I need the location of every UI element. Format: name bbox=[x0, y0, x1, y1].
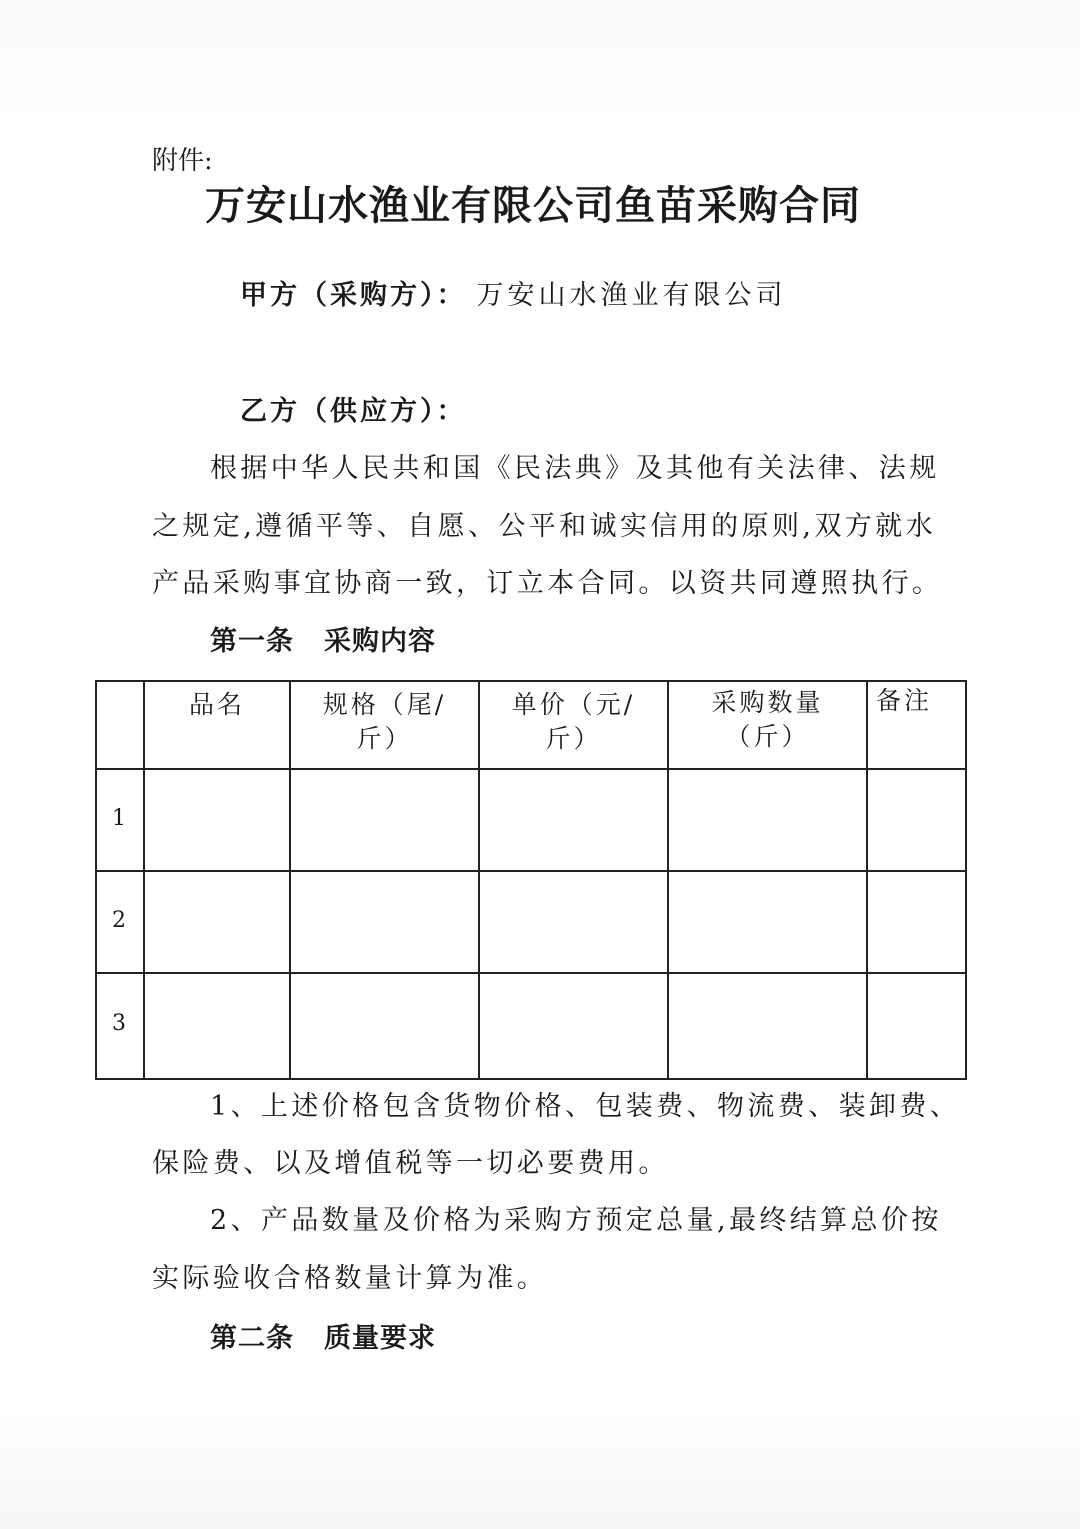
article-1-title: 采购内容 bbox=[324, 626, 436, 657]
attachment-label: 附件: bbox=[152, 146, 213, 176]
note-2-line-1: 2、产品数量及价格为采购方预定总量,最终结算总价按 bbox=[210, 1205, 942, 1236]
party-b-label: 乙方（供应方）： bbox=[240, 396, 467, 427]
table-header-quantity bbox=[669, 686, 866, 754]
table-header-price bbox=[480, 688, 667, 756]
header-line: 斤） bbox=[356, 724, 413, 753]
table-col-divider bbox=[143, 680, 145, 1080]
article-1-number: 第一条 bbox=[210, 626, 294, 657]
party-a-value: 万安山水渔业有限公司 bbox=[476, 280, 787, 311]
header-line: 规格（尾/ bbox=[322, 690, 447, 719]
header-line: 斤） bbox=[545, 724, 602, 753]
header-line: 单价（元/ bbox=[511, 690, 636, 719]
note-1-line-1: 1、上述价格包含货物价格、包装费、物流费、装卸费、 bbox=[210, 1091, 961, 1122]
party-a-line bbox=[240, 282, 787, 309]
table-header-spec bbox=[291, 688, 478, 756]
table-col-divider bbox=[866, 680, 868, 1080]
header-line: （斤） bbox=[725, 722, 810, 751]
note-2-line-2: 实际验收合格数量计算为准。 bbox=[152, 1263, 548, 1294]
table-row-divider bbox=[95, 870, 967, 872]
table-row-number: 3 bbox=[112, 1011, 126, 1036]
party-a-label: 甲方（采购方）： bbox=[240, 280, 467, 311]
header-line: 采购数量 bbox=[711, 688, 824, 717]
purchase-table bbox=[95, 680, 967, 1080]
table-header-name bbox=[145, 688, 289, 722]
article-2-title: 质量要求 bbox=[324, 1323, 436, 1354]
table-border-top bbox=[95, 680, 967, 682]
article-2-number: 第二条 bbox=[210, 1323, 294, 1354]
table-border-bottom bbox=[95, 1078, 967, 1080]
party-b-line bbox=[240, 398, 477, 425]
header-line: 品名 bbox=[188, 690, 245, 719]
intro-line-3: 产品采购事宜协商一致，订立本合同。以资共同遵照执行。 bbox=[152, 568, 943, 599]
table-header-remark bbox=[868, 684, 940, 718]
header-line: 备注 bbox=[875, 686, 932, 715]
table-header-divider bbox=[95, 768, 967, 770]
note-1-line-2: 保险费、以及增值税等一切必要费用。 bbox=[152, 1148, 669, 1179]
intro-line-2: 之规定,遵循平等、自愿、公平和诚实信用的原则,双方就水 bbox=[152, 511, 936, 542]
table-border-right bbox=[965, 680, 967, 1080]
table-row-number: 2 bbox=[112, 908, 126, 933]
intro-line-1: 根据中华人民共和国《民法典》及其他有关法律、法规 bbox=[210, 453, 940, 484]
article-2-heading bbox=[210, 1325, 436, 1352]
article-1-heading bbox=[210, 628, 436, 655]
table-row-number: 1 bbox=[112, 806, 126, 831]
table-row-divider bbox=[95, 972, 967, 974]
contract-title: 万安山水渔业有限公司鱼苗采购合同 bbox=[205, 182, 861, 229]
